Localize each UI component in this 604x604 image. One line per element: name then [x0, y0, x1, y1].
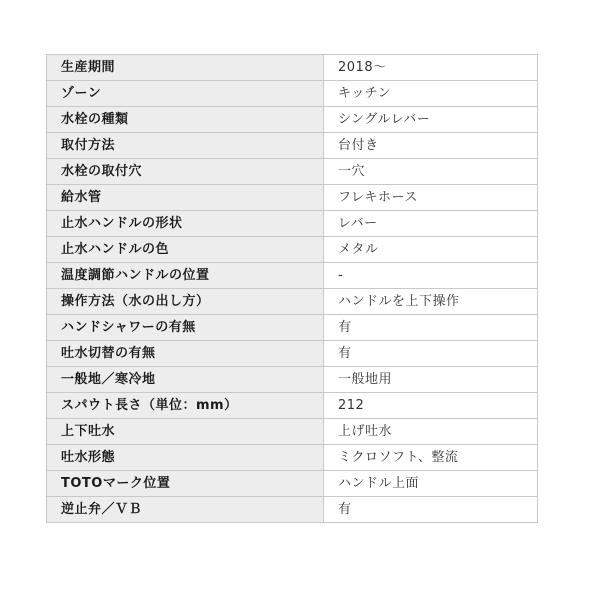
spec-label: 上下吐水 — [47, 419, 324, 445]
spec-label: 温度調節ハンドルの位置 — [47, 263, 324, 289]
table-row — [47, 263, 538, 289]
table-row — [47, 341, 538, 367]
spec-label: 止水ハンドルの色 — [47, 237, 324, 263]
spec-label: 吐水切替の有無 — [47, 341, 324, 367]
table-row — [47, 55, 538, 81]
table-row — [47, 497, 538, 523]
spec-value: シングルレバー — [324, 107, 538, 133]
spec-label: ゾーン — [47, 81, 324, 107]
spec-label: ハンドシャワーの有無 — [47, 315, 324, 341]
spec-label: 吐水形態 — [47, 445, 324, 471]
table-row — [47, 107, 538, 133]
spec-label: スパウト長さ（単位：mm） — [47, 393, 324, 419]
table-row — [47, 237, 538, 263]
spec-label: 一般地／寒冷地 — [47, 367, 324, 393]
spec-value: 一般地用 — [324, 367, 538, 393]
spec-value: 台付き — [324, 133, 538, 159]
table-row — [47, 81, 538, 107]
spec-label: TOTOマーク位置 — [47, 471, 324, 497]
table-row — [47, 393, 538, 419]
table-row — [47, 367, 538, 393]
spec-value: 有 — [324, 341, 538, 367]
spec-label: 逆止弁／ＶＢ — [47, 497, 324, 523]
spec-value: レバー — [324, 211, 538, 237]
table-row — [47, 419, 538, 445]
spec-value: 上げ吐水 — [324, 419, 538, 445]
spec-value: メタル — [324, 237, 538, 263]
spec-value: ハンドルを上下操作 — [324, 289, 538, 315]
spec-value: ミクロソフト、整流 — [324, 445, 538, 471]
spec-label: 取付方法 — [47, 133, 324, 159]
spec-value: 212 — [324, 393, 538, 419]
spec-value: 一穴 — [324, 159, 538, 185]
table-row — [47, 289, 538, 315]
spec-value: - — [324, 263, 538, 289]
table-row — [47, 211, 538, 237]
spec-label: 生産期間 — [47, 55, 324, 81]
table-row — [47, 133, 538, 159]
spec-value: 2018～ — [324, 55, 538, 81]
spec-value: 有 — [324, 497, 538, 523]
spec-value: 有 — [324, 315, 538, 341]
table-row — [47, 471, 538, 497]
spec-value: キッチン — [324, 81, 538, 107]
spec-table-body — [47, 55, 538, 523]
table-row — [47, 445, 538, 471]
spec-value: ハンドル上面 — [324, 471, 538, 497]
table-row — [47, 159, 538, 185]
spec-label: 止水ハンドルの形状 — [47, 211, 324, 237]
table-row — [47, 315, 538, 341]
spec-value: フレキホース — [324, 185, 538, 211]
spec-label: 水栓の種類 — [47, 107, 324, 133]
table-row — [47, 185, 538, 211]
spec-label: 操作方法（水の出し方） — [47, 289, 324, 315]
spec-label: 給水管 — [47, 185, 324, 211]
spec-table — [46, 54, 538, 523]
spec-label: 水栓の取付穴 — [47, 159, 324, 185]
